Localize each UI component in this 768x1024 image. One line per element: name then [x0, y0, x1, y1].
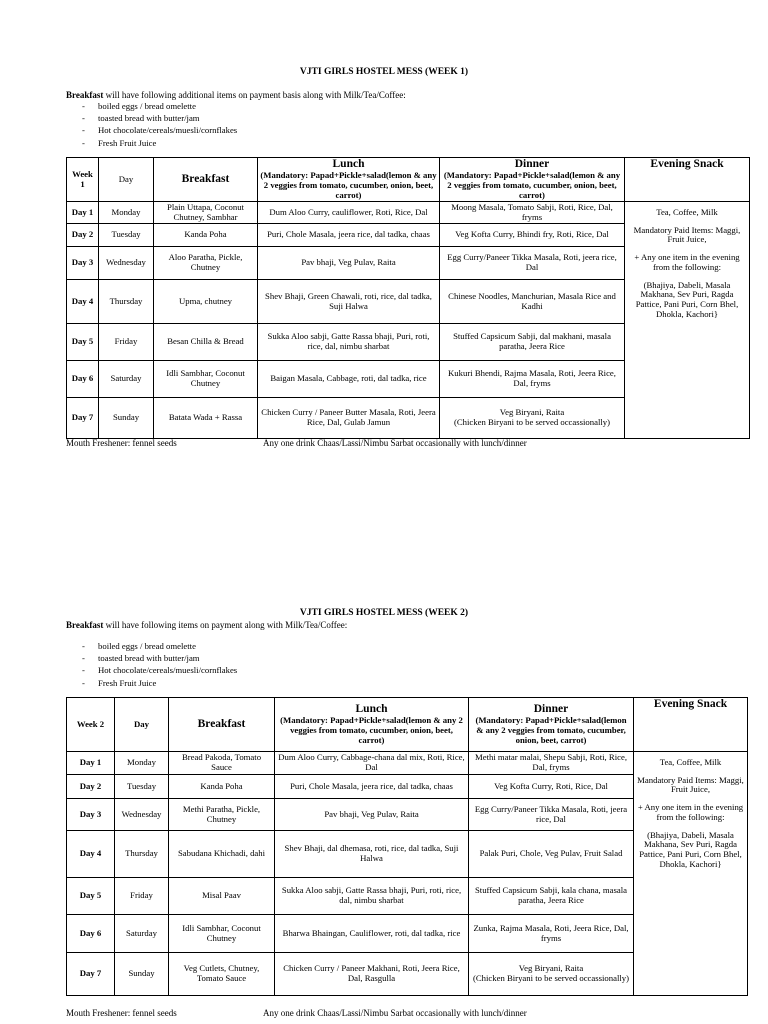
lunch-header-note: (Mandatory: Papad+Pickle+salad(lemon & any 2 veggies from tomato, cucumber, onion, beet, carrot)	[280, 715, 463, 745]
snack-line: Tea, Coffee, Milk	[659, 757, 722, 767]
list-item: - Hot chocolate/cereals/muesli/cornflakes	[82, 664, 237, 676]
day-number: Day 6	[67, 361, 99, 398]
weekday: Monday	[99, 202, 154, 224]
lunch-cell: Puri, Chole Masala, jeera rice, dal tadka, chaas	[258, 224, 440, 247]
week1-title: VJTI GIRLS HOSTEL MESS (WEEK 1)	[299, 67, 469, 77]
lunch-cell: Chicken Curry / Paneer Makhani, Roti, Jeera Rice, Dal, Rasgulla	[275, 953, 469, 996]
day-number: Day 3	[67, 247, 99, 280]
lunch-cell: Sukka Aloo sabji, Gatte Rassa bhaji, Puri, roti, rice, dal, nimbu sharbat	[258, 324, 440, 361]
breakfast-cell: Batata Wada + Rassa	[154, 398, 258, 439]
lunch-cell: Pav bhaji, Veg Pulav, Raita	[258, 247, 440, 280]
lunch-cell: Dum Aloo Curry, cauliflower, Roti, Rice, Dal	[258, 202, 440, 224]
lunch-header	[258, 158, 440, 202]
breakfast-cell: Kanda Poha	[169, 775, 275, 799]
table-header-row	[67, 698, 748, 752]
table-header-row	[67, 158, 750, 202]
weekday: Saturday	[115, 915, 169, 953]
breakfast-cell: Veg Cutlets, Chutney, Tomato Sauce	[169, 953, 275, 996]
day-number: Day 7	[67, 398, 99, 439]
list-item: - Fresh Fruit Juice	[82, 137, 237, 149]
list-item: - Fresh Fruit Juice	[82, 677, 237, 689]
evening-snack-cell	[634, 752, 748, 996]
breakfast-cell: Upma, chutney	[154, 280, 258, 324]
day-number: Day 4	[67, 280, 99, 324]
breakfast-cell: Kanda Poha	[154, 224, 258, 247]
day-number: Day 4	[67, 831, 115, 878]
dinner-cell: Veg Biryani, Raita (Chicken Biryani to be served occassionally)	[469, 953, 634, 996]
week2-intro	[66, 620, 347, 630]
lunch-header-note: (Mandatory: Papad+Pickle+salad(lemon & any 2 veggies from tomato, cucumber, onion, beet, carrot)	[260, 170, 437, 200]
day-number: Day 6	[67, 915, 115, 953]
dinner-cell: Veg Biryani, Raita (Chicken Biryani to be served occassionally)	[440, 398, 625, 439]
day-number: Day 1	[67, 752, 115, 775]
day-number: Day 7	[67, 953, 115, 996]
list-item: - toasted bread with butter/jam	[82, 112, 237, 124]
list-item: - boiled eggs / bread omelette	[82, 100, 237, 112]
evening-snack-header	[625, 158, 750, 202]
week1-intro	[66, 90, 406, 100]
dinner-header-note: (Mandatory: Papad+Pickle+salad(lemon & any 2 veggies from tomato, cucumber, onion, beet, carrot)	[475, 715, 627, 745]
lunch-cell: Shev Bhaji, dal dhemasa, roti, rice, dal tadka, Suji Halwa	[275, 831, 469, 878]
week1-footer-right: Any one drink Chaas/Lassi/Nimbu Sarbat occasionally with lunch/dinner	[263, 438, 527, 448]
snack-line: (Bhajiya, Dabeli, Masala Makhana, Sev Puri, Ragda Pattice, Pani Puri, Corn Bhel, Dhokla, Kachori}	[639, 829, 742, 869]
breakfast-cell: Sabudana Khichadi, dahi	[169, 831, 275, 878]
list-item: - toasted bread with butter/jam	[82, 652, 237, 664]
week1-intro-text: will have following additional items on payment basis along with Milk/Tea/Coffee:	[103, 90, 406, 100]
lunch-cell: Bharwa Bhaingan, Cauliflower, roti, dal tadka, rice	[275, 915, 469, 953]
breakfast-cell: Methi Paratha, Pickle, Chutney	[169, 799, 275, 831]
dinner-header	[440, 158, 625, 202]
breakfast-cell: Idli Sambhar, Coconut Chutney	[154, 361, 258, 398]
evening-snack-header-label: Evening Snack	[650, 158, 724, 170]
evening-snack-cell	[625, 202, 750, 439]
week2-intro-bold: Breakfast	[66, 620, 104, 630]
dinner-header	[469, 698, 634, 752]
weekday: Sunday	[115, 953, 169, 996]
lunch-header-label: Lunch	[355, 703, 388, 716]
day-number: Day 3	[67, 799, 115, 831]
lunch-cell: Pav bhaji, Veg Pulav, Raita	[275, 799, 469, 831]
week1-footer-left: Mouth Freshener: fennel seeds	[66, 438, 177, 448]
snack-line: + Any one item in the evening from the following:	[637, 802, 744, 822]
dinner-cell: Veg Kofta Curry, Roti, Rice, Dal	[469, 775, 634, 799]
evening-snack-header-label: Evening Snack	[653, 698, 728, 710]
breakfast-cell: Plain Uttapa, Coconut Chutney, Sambhar	[154, 202, 258, 224]
snack-line: Mandatory Paid Items: Maggi, Fruit Juice,	[637, 774, 744, 795]
dinner-cell: Stuffed Capsicum Sabji, kala chana, masala paratha, Jeera Rice	[469, 878, 634, 915]
dinner-cell: Methi matar malai, Shepu Sabji, Roti, Rice, Dal, fryms	[469, 752, 634, 775]
week-header: Week 1	[67, 158, 99, 202]
dinner-cell: Moong Masala, Tomato Sabji, Roti, Rice, Dal, fryms	[440, 202, 625, 224]
breakfast-header-label: Breakfast	[181, 173, 230, 186]
weekday: Tuesday	[115, 775, 169, 799]
weekday: Sunday	[99, 398, 154, 439]
week-header: Week 2	[67, 698, 115, 752]
dinner-header-note: (Mandatory: Papad+Pickle+salad(lemon & any 2 veggies from tomato, cucumber, onion, beet, carrot)	[443, 170, 621, 200]
lunch-header-label: Lunch	[332, 158, 365, 171]
snack-line: (Bhajiya, Dabeli, Masala Makhana, Sev Puri, Ragda Pattice, Pani Puri, Corn Bhel, Dhokla, Kachori}	[635, 279, 739, 319]
weekday: Wednesday	[99, 247, 154, 280]
weekday: Monday	[115, 752, 169, 775]
lunch-header	[275, 698, 469, 752]
weekday: Wednesday	[115, 799, 169, 831]
weekday: Friday	[115, 878, 169, 915]
week1-menu-table	[66, 157, 750, 439]
day-header: Day	[115, 698, 169, 752]
day-number: Day 2	[67, 224, 99, 247]
lunch-cell: Puri, Chole Masala, jeera rice, dal tadka, chaas	[275, 775, 469, 799]
week2-bullet-list	[82, 640, 237, 689]
snack-line: Tea, Coffee, Milk	[656, 207, 718, 217]
dinner-cell: Egg Curry/Paneer Tikka Masala, Roti, jeera rice, Dal	[440, 247, 625, 280]
dinner-cell: Veg Kofta Curry, Bhindi fry, Roti, Rice, Dal	[440, 224, 625, 247]
week2-intro-text: will have following items on payment along with Milk/Tea/Coffee:	[103, 620, 348, 630]
dinner-header-label: Dinner	[533, 703, 569, 716]
breakfast-cell: Idli Sambhar, Coconut Chutney	[169, 915, 275, 953]
dinner-cell: Chinese Noodles, Manchurian, Masala Rice and Kadhi	[440, 280, 625, 324]
week2-footer-left: Mouth Freshener: fennel seeds	[66, 1008, 177, 1018]
dinner-cell: Palak Puri, Chole, Veg Pulav, Fruit Salad	[469, 831, 634, 878]
breakfast-cell: Aloo Paratha, Pickle, Chutney	[154, 247, 258, 280]
weekday: Friday	[99, 324, 154, 361]
table-row	[67, 202, 750, 224]
day-number: Day 5	[67, 878, 115, 915]
table-row	[67, 752, 748, 775]
breakfast-cell: Besan Chilla & Bread	[154, 324, 258, 361]
dinner-cell: Stuffed Capsicum Sabji, dal makhani, masala paratha, Jeera Rice	[440, 324, 625, 361]
day-number: Day 2	[67, 775, 115, 799]
dinner-cell: Egg Curry/Paneer Tikka Masala, Roti, jeera rice, Dal	[469, 799, 634, 831]
breakfast-header	[169, 698, 275, 752]
breakfast-cell: Bread Pakoda, Tomato Sauce	[169, 752, 275, 775]
weekday: Thursday	[115, 831, 169, 878]
dinner-cell: Zunka, Rajma Masala, Roti, Jeera Rice, Dal, fryms	[469, 915, 634, 953]
lunch-cell: Baigan Masala, Cabbage, roti, dal tadka, rice	[258, 361, 440, 398]
weekday: Thursday	[99, 280, 154, 324]
breakfast-cell: Misal Paav	[169, 878, 275, 915]
day-number: Day 1	[67, 202, 99, 224]
week2-menu-table	[66, 697, 748, 996]
week2-footer-right: Any one drink Chaas/Lassi/Nimbu Sarbat occasionally with lunch/dinner	[263, 1008, 527, 1018]
week1-bullet-list	[82, 100, 237, 149]
lunch-cell: Sukka Aloo sabji, Gatte Rassa bhaji, Puri, roti, rice, dal, nimbu sharbat	[275, 878, 469, 915]
week2-title: VJTI GIRLS HOSTEL MESS (WEEK 2)	[299, 608, 469, 618]
lunch-cell: Chicken Curry / Paneer Butter Masala, Roti, Jeera Rice, Dal, Gulab Jamun	[258, 398, 440, 439]
list-item: - boiled eggs / bread omelette	[82, 640, 237, 652]
list-item: - Hot chocolate/cereals/muesli/cornflakes	[82, 124, 237, 136]
lunch-cell: Dum Aloo Curry, Cabbage-chana dal mix, Roti, Rice, Dal	[275, 752, 469, 775]
lunch-cell: Shev Bhaji, Green Chawali, roti, rice, dal tadka, Suji Halwa	[258, 280, 440, 324]
day-header: Day	[99, 158, 154, 202]
evening-snack-header	[634, 698, 748, 752]
weekday: Saturday	[99, 361, 154, 398]
dinner-cell: Kukuri Bhendi, Rajma Masala, Roti, Jeera Rice, Dal, fryms	[440, 361, 625, 398]
snack-line: Mandatory Paid Items: Maggi, Fruit Juice,	[633, 224, 741, 245]
day-number: Day 5	[67, 324, 99, 361]
snack-line: + Any one item in the evening from the following:	[634, 252, 740, 272]
breakfast-header-label: Breakfast	[197, 718, 246, 731]
weekday: Tuesday	[99, 224, 154, 247]
dinner-header-label: Dinner	[514, 158, 550, 171]
week1-intro-bold: Breakfast	[66, 90, 104, 100]
breakfast-header	[154, 158, 258, 202]
